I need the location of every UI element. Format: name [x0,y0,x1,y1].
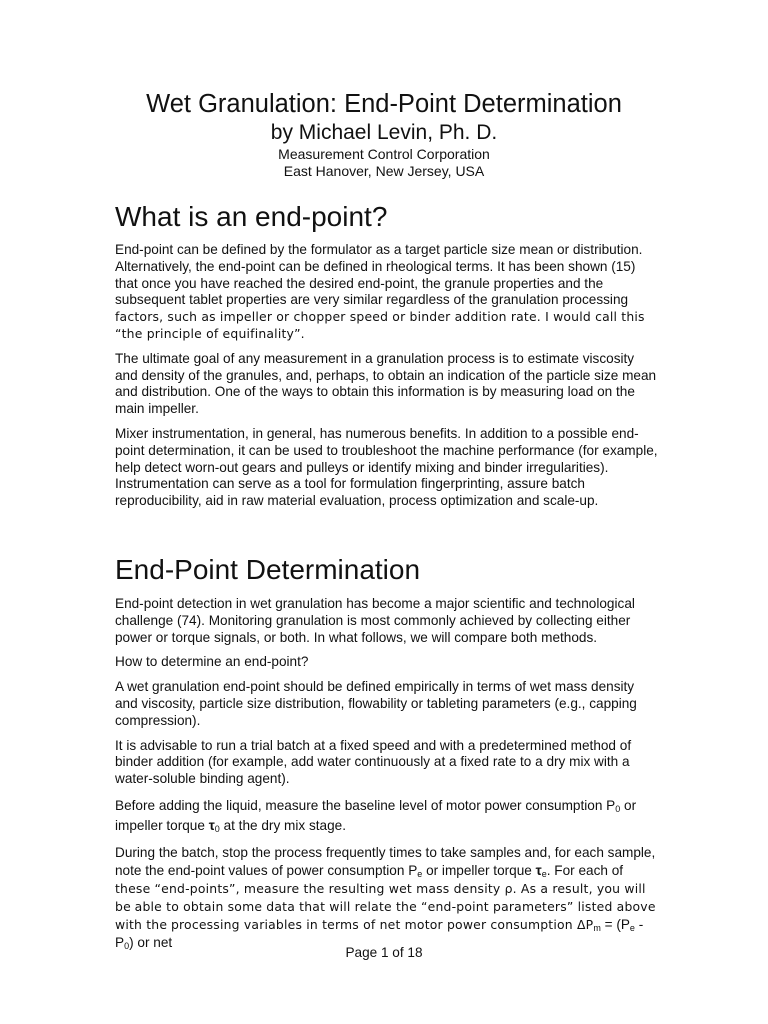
text: at the dry mix stage. [219,817,346,833]
subscript: 0 [124,940,130,951]
section-what-is-end-point [115,200,660,510]
document-header [0,88,768,180]
section-heading: End-Point Determination [115,554,421,585]
paragraph [115,242,660,343]
paragraph-text-continued: factors, such as impeller or chopper speed or binder addition rate. I would call this “the principle of equifinality”. [115,309,645,341]
subscript: e [417,868,423,879]
paragraph: End-point detection in wet granulation has become a major scientific and technological challenge (74). Monitoring granulation is most commonly achieved by collecting either power or torque signals, or both. In what follows, we will compare both methods. [115,596,635,645]
text: ) or net [129,934,173,950]
author-line: by Michael Levin, Ph. D. [270,121,498,144]
paragraph-text: End-point can be defined by the formulator as a target particle size mean or distribution. Alternatively, the end-point can be defined in rheological terms. It has been shown (15) that once you have reached the desired end-point, the granule properties and the subsequent tablet properties are very similar regardless of the granulation processing [115,242,643,308]
document-title: Wet Granulation: End-Point Determination [146,90,622,118]
subscript: e [629,922,635,933]
text: . For each of [546,862,624,878]
text: = (P [600,916,630,932]
subscript: m [593,922,601,933]
text: processing variables in terms of net motor power consumption ΔP [170,916,594,932]
text: or impeller torque [115,797,637,833]
text: or impeller torque [422,862,536,878]
paragraph-batch [115,844,660,952]
paragraph: A wet granulation end-point should be defined empirically in terms of wet mass density and viscosity, particle size distribution, flowability or tableting parameters (e.g., capping compression). [115,679,637,728]
paragraph: The ultimate goal of any measurement in a granulation process is to estimate viscosity and density of the granules, and, perhaps, to obtain an indication of the particle size mean and distribution. One of the ways to obtain this information is by measuring load on the main impeller. [115,350,657,417]
paragraph-baseline [115,796,660,836]
organization: Measurement Control Corporation [278,146,490,162]
text: these “end-points”, measure the resulting wet mass density ρ. As a result, you will be [115,880,646,914]
section-end-point-determination [115,553,660,952]
section-heading: What is an end-point? [115,201,388,232]
paragraph: Mixer instrumentation, in general, has numerous benefits. In addition to a possible end-point determination, it can be used to troubleshoot the machine performance (for example, help detect worn-out gears and pulleys or identify mixing and binder irregularities). Instrumentation can serve as a tool for formulation fingerprinting, assure batch reproducibility, aid in raw material evaluation, process optimization and scale-up. [115,425,658,509]
paragraph: It is advisable to run a trial batch at a fixed speed and with a predetermined method of binder addition (for example, add water continuously at a fixed rate to a dry mix with a water-soluble binding agent). [115,737,632,787]
page-number: Page 1 of 18 [345,945,423,960]
text: During the batch, stop the process frequently times to take samples and, for each sample, note the end-point values of power consumption P [115,844,656,878]
subscript: e [541,868,547,879]
subscript: 0 [615,803,621,814]
location: East Hanover, New Jersey, USA [283,163,485,179]
paragraph: How to determine an end-point? [115,654,309,670]
text: Before adding the liquid, measure the baseline level of motor power consumption P [115,797,616,813]
tau-symbol: τ [208,817,215,833]
tau-symbol: τ [535,862,542,878]
text: - P [115,916,644,950]
subscript: 0 [214,823,220,834]
text: able to obtain some data that will relate the “end-point parameters” listed above with the [115,898,656,932]
